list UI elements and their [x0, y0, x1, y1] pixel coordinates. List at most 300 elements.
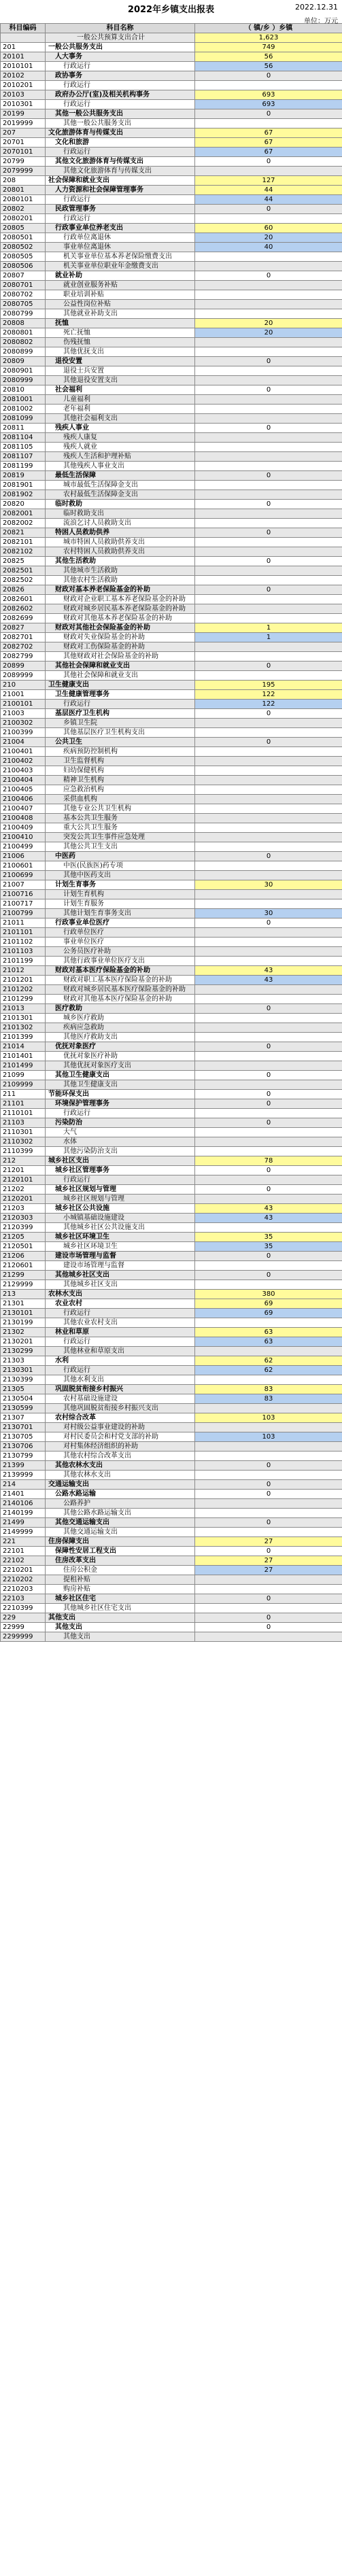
row-value[interactable]	[195, 490, 342, 500]
row-value[interactable]	[195, 366, 342, 376]
row-name: 行政单位医疗	[46, 928, 195, 938]
row-value[interactable]: 0	[195, 585, 342, 595]
row-value[interactable]: 69	[195, 1299, 342, 1309]
table-row	[1, 1175, 342, 1185]
row-value[interactable]: 0	[195, 1613, 342, 1623]
table-row	[1, 662, 342, 671]
row-value[interactable]: 83	[195, 1394, 342, 1404]
row-code: 2100402	[1, 757, 46, 766]
row-name: 社会保障和就业支出	[46, 176, 195, 186]
row-value[interactable]	[195, 1423, 342, 1432]
row-code: 214	[1, 1480, 46, 1490]
row-value[interactable]	[195, 1195, 342, 1204]
row-code: 211	[1, 1090, 46, 1099]
row-code: 2100410	[1, 833, 46, 842]
row-value[interactable]	[195, 804, 342, 814]
row-value[interactable]	[195, 405, 342, 414]
table-row	[1, 205, 342, 214]
row-value[interactable]: 122	[195, 690, 342, 700]
table-row	[1, 899, 342, 909]
row-value[interactable]: 62	[195, 1366, 342, 1375]
row-name: 民政管理事务	[46, 205, 195, 214]
row-value[interactable]	[195, 871, 342, 880]
row-code: 2100499	[1, 842, 46, 852]
row-code: 2080702	[1, 290, 46, 300]
row-code: 2081002	[1, 405, 46, 414]
row-value[interactable]	[195, 652, 342, 662]
row-value[interactable]	[195, 519, 342, 528]
row-code: 20801	[1, 186, 46, 195]
row-code: 212	[1, 1156, 46, 1166]
row-value[interactable]: 63	[195, 1337, 342, 1347]
row-value[interactable]: 30	[195, 880, 342, 890]
row-name: 城乡社区管理事务	[46, 1166, 195, 1175]
table-row	[1, 1594, 342, 1604]
row-value[interactable]: 69	[195, 1309, 342, 1318]
row-value[interactable]	[195, 861, 342, 871]
row-value[interactable]	[195, 1509, 342, 1518]
row-value[interactable]	[195, 785, 342, 795]
row-name: 其他农林水支出	[46, 1471, 195, 1480]
row-name: 文化和旅游	[46, 138, 195, 148]
row-value[interactable]	[195, 119, 342, 128]
row-value[interactable]: 103	[195, 1413, 342, 1423]
row-value[interactable]: 0	[195, 157, 342, 167]
row-value[interactable]: 43	[195, 966, 342, 976]
row-value[interactable]	[195, 452, 342, 462]
row-value[interactable]: 0	[195, 500, 342, 509]
table-row	[1, 776, 342, 785]
row-name: 特困人员救助供养	[46, 528, 195, 538]
row-value[interactable]: 78	[195, 1156, 342, 1166]
row-code: 2100799	[1, 909, 46, 918]
table-row	[1, 109, 342, 119]
row-value[interactable]	[195, 719, 342, 728]
row-value[interactable]	[195, 1128, 342, 1137]
table-row	[1, 1537, 342, 1547]
row-value[interactable]: 0	[195, 709, 342, 719]
row-value[interactable]	[195, 1404, 342, 1413]
table-row	[1, 33, 342, 43]
row-value[interactable]	[195, 538, 342, 547]
row-value[interactable]	[195, 604, 342, 614]
row-code: 2100409	[1, 823, 46, 833]
row-value[interactable]: 63	[195, 1328, 342, 1337]
row-value[interactable]: 0	[195, 471, 342, 481]
row-value[interactable]: 0	[195, 1490, 342, 1499]
row-code: 21302	[1, 1328, 46, 1337]
row-name: 城乡社区公共设施	[46, 1204, 195, 1214]
row-value[interactable]: 27	[195, 1566, 342, 1575]
row-value[interactable]: 0	[195, 1623, 342, 1632]
table-row	[1, 443, 342, 452]
row-value[interactable]: 56	[195, 62, 342, 71]
row-code: 2130299	[1, 1347, 46, 1356]
table-row	[1, 271, 342, 281]
table-row	[1, 938, 342, 947]
row-name: 其他就业补助支出	[46, 309, 195, 319]
row-value[interactable]: 43	[195, 1214, 342, 1223]
table-row	[1, 1423, 342, 1432]
row-name: 政协事务	[46, 71, 195, 81]
table-row	[1, 100, 342, 109]
row-value[interactable]	[195, 1442, 342, 1452]
row-value[interactable]	[195, 281, 342, 290]
row-name: 就业创业服务补贴	[46, 281, 195, 290]
row-name: 财政对其他基本养老保险基金的补助	[46, 614, 195, 623]
row-name: 行政运行	[46, 1309, 195, 1318]
row-name: 基本公共卫生服务	[46, 814, 195, 823]
row-value[interactable]: 30	[195, 909, 342, 918]
row-value[interactable]	[195, 309, 342, 319]
row-value[interactable]	[195, 814, 342, 823]
row-name: 职业培训补贴	[46, 290, 195, 300]
row-code: 21301	[1, 1299, 46, 1309]
row-value[interactable]	[195, 1471, 342, 1480]
row-value[interactable]: 195	[195, 681, 342, 690]
row-value[interactable]: 0	[195, 557, 342, 566]
row-name: 其他水利支出	[46, 1375, 195, 1385]
row-name: 交通运输支出	[46, 1480, 195, 1490]
row-value[interactable]: 56	[195, 52, 342, 62]
row-value[interactable]	[195, 795, 342, 804]
row-value[interactable]	[195, 766, 342, 776]
row-value[interactable]	[195, 338, 342, 347]
row-name: 公共卫生	[46, 738, 195, 747]
row-value[interactable]	[195, 462, 342, 471]
row-value[interactable]	[195, 509, 342, 519]
row-code: 21399	[1, 1461, 46, 1471]
table-row	[1, 1490, 342, 1499]
row-value[interactable]: 1,623	[195, 33, 342, 43]
row-code: 2089999	[1, 671, 46, 681]
table-row	[1, 804, 342, 814]
row-value[interactable]	[195, 1499, 342, 1509]
row-value[interactable]: 40	[195, 243, 342, 252]
row-value[interactable]: 693	[195, 90, 342, 100]
row-value[interactable]: 103	[195, 1432, 342, 1442]
row-value[interactable]	[195, 300, 342, 309]
row-code: 2100699	[1, 871, 46, 880]
row-value[interactable]: 0	[195, 357, 342, 366]
row-value[interactable]: 0	[195, 1252, 342, 1261]
row-code: 229	[1, 1613, 46, 1623]
row-name: 公路养护	[46, 1499, 195, 1509]
row-name: 重大公共卫生服务	[46, 823, 195, 833]
row-value[interactable]: 62	[195, 1356, 342, 1366]
table-row	[1, 1575, 342, 1585]
row-value[interactable]	[195, 1261, 342, 1271]
row-value[interactable]	[195, 1080, 342, 1090]
row-value[interactable]	[195, 1452, 342, 1461]
row-code: 21202	[1, 1185, 46, 1195]
row-value[interactable]	[195, 1175, 342, 1185]
row-name: 水利	[46, 1356, 195, 1366]
row-value[interactable]	[195, 890, 342, 899]
row-value[interactable]: 0	[195, 528, 342, 538]
row-value[interactable]: 83	[195, 1385, 342, 1394]
row-code: 2081105	[1, 443, 46, 452]
row-value[interactable]: 0	[195, 271, 342, 281]
row-value[interactable]	[195, 1223, 342, 1233]
row-code: 2130706	[1, 1442, 46, 1452]
row-name: 行政运行	[46, 1337, 195, 1347]
row-value[interactable]: 0	[195, 71, 342, 81]
row-value[interactable]: 67	[195, 138, 342, 148]
row-name: 残疾人就业	[46, 443, 195, 452]
row-value[interactable]	[195, 566, 342, 576]
row-name: 伤残抚恤	[46, 338, 195, 347]
table-row	[1, 1471, 342, 1480]
table-row	[1, 119, 342, 128]
row-value[interactable]	[195, 957, 342, 966]
row-value[interactable]: 0	[195, 1594, 342, 1604]
row-value[interactable]	[195, 833, 342, 842]
row-value[interactable]	[195, 290, 342, 300]
row-value[interactable]	[195, 1023, 342, 1033]
row-value[interactable]: 0	[195, 1118, 342, 1128]
row-value[interactable]	[195, 214, 342, 224]
table-row	[1, 719, 342, 728]
table-row	[1, 890, 342, 899]
row-value[interactable]	[195, 595, 342, 604]
row-value[interactable]	[195, 1375, 342, 1385]
table-row	[1, 871, 342, 880]
row-value[interactable]	[195, 1033, 342, 1042]
row-value[interactable]	[195, 671, 342, 681]
row-code: 2101299	[1, 995, 46, 1004]
row-value[interactable]: 127	[195, 176, 342, 186]
row-name: 采供血机构	[46, 795, 195, 804]
row-value[interactable]	[195, 443, 342, 452]
row-code: 21303	[1, 1356, 46, 1366]
row-code: 2082501	[1, 566, 46, 576]
row-name: 财政对其他基本医疗保险基金的补助	[46, 995, 195, 1004]
row-value[interactable]: 20	[195, 328, 342, 338]
row-value[interactable]: 0	[195, 109, 342, 119]
row-code: 2079999	[1, 167, 46, 176]
row-value[interactable]	[195, 1318, 342, 1328]
row-value[interactable]	[195, 947, 342, 957]
row-code: 2120399	[1, 1223, 46, 1233]
row-value[interactable]	[195, 1528, 342, 1537]
row-value[interactable]	[195, 938, 342, 947]
row-value[interactable]: 43	[195, 976, 342, 985]
row-name: 财政对企业职工基本养老保险基金的补助	[46, 595, 195, 604]
row-value[interactable]	[195, 1109, 342, 1118]
table-row	[1, 43, 342, 52]
row-code: 21014	[1, 1042, 46, 1052]
row-name: 其他社会保障和就业支出	[46, 662, 195, 671]
row-name: 公路水路运输	[46, 1490, 195, 1499]
table-row	[1, 976, 342, 985]
row-name: 其他城乡社区支出	[46, 1280, 195, 1290]
row-value[interactable]	[195, 776, 342, 785]
row-name: 其他退役安置支出	[46, 376, 195, 385]
row-name: 行政运行	[46, 1366, 195, 1375]
row-value[interactable]	[195, 262, 342, 271]
row-value[interactable]: 67	[195, 128, 342, 138]
row-value[interactable]	[195, 928, 342, 938]
table-body	[1, 33, 342, 1642]
row-value[interactable]: 60	[195, 224, 342, 233]
table-row	[1, 148, 342, 157]
row-value[interactable]: 0	[195, 1090, 342, 1099]
row-value[interactable]	[195, 995, 342, 1004]
table-row	[1, 1566, 342, 1575]
row-value[interactable]	[195, 747, 342, 757]
row-value[interactable]: 1	[195, 623, 342, 633]
row-value[interactable]	[195, 1632, 342, 1642]
row-value[interactable]: 35	[195, 1242, 342, 1252]
row-code: 2080899	[1, 347, 46, 357]
row-value[interactable]: 27	[195, 1556, 342, 1566]
row-code: 21011	[1, 918, 46, 928]
row-value[interactable]: 0	[195, 1099, 342, 1109]
row-value[interactable]	[195, 642, 342, 652]
row-value[interactable]: 67	[195, 148, 342, 157]
row-value[interactable]: 0	[195, 1518, 342, 1528]
row-value[interactable]	[195, 347, 342, 357]
row-code: 2210202	[1, 1575, 46, 1585]
table-row	[1, 1432, 342, 1442]
row-value[interactable]: 0	[195, 918, 342, 928]
row-name: 中医(民族医)药专项	[46, 861, 195, 871]
table-row	[1, 195, 342, 205]
row-value[interactable]	[195, 1604, 342, 1613]
table-row	[1, 290, 342, 300]
table-row	[1, 81, 342, 90]
table-row	[1, 1033, 342, 1042]
row-value[interactable]: 0	[195, 205, 342, 214]
table-row	[1, 1461, 342, 1471]
table-row	[1, 1242, 342, 1252]
row-value[interactable]	[195, 728, 342, 738]
row-value[interactable]	[195, 81, 342, 90]
row-value[interactable]	[195, 1280, 342, 1290]
row-value[interactable]	[195, 414, 342, 424]
row-value[interactable]: 749	[195, 43, 342, 52]
row-value[interactable]: 380	[195, 1290, 342, 1299]
row-value[interactable]: 20	[195, 233, 342, 243]
row-value[interactable]	[195, 985, 342, 995]
row-value[interactable]: 0	[195, 1071, 342, 1080]
row-value[interactable]: 1	[195, 633, 342, 642]
row-value[interactable]: 0	[195, 662, 342, 671]
table-row	[1, 1223, 342, 1233]
table-row	[1, 452, 342, 462]
row-value[interactable]	[195, 433, 342, 443]
row-value[interactable]	[195, 576, 342, 585]
row-value[interactable]	[195, 1585, 342, 1594]
row-name: 卫生监督机构	[46, 757, 195, 766]
row-value[interactable]	[195, 823, 342, 833]
row-value[interactable]	[195, 1061, 342, 1071]
row-value[interactable]	[195, 1347, 342, 1356]
row-code: 2299999	[1, 1632, 46, 1642]
row-name: 疾病应急救助	[46, 1023, 195, 1033]
row-value[interactable]: 0	[195, 1166, 342, 1175]
row-name: 其他专业公共卫生机构	[46, 804, 195, 814]
row-code: 21103	[1, 1118, 46, 1128]
row-name: 提租补贴	[46, 1575, 195, 1585]
row-value[interactable]	[195, 481, 342, 490]
row-code: 20827	[1, 623, 46, 633]
row-code: 201	[1, 43, 46, 52]
table-row	[1, 1166, 342, 1175]
row-name: 人大事务	[46, 52, 195, 62]
row-name: 林业和草原	[46, 1328, 195, 1337]
row-value[interactable]: 27	[195, 1537, 342, 1547]
row-code: 2130799	[1, 1452, 46, 1461]
row-value[interactable]: 43	[195, 1204, 342, 1214]
table-row	[1, 1204, 342, 1214]
row-value[interactable]: 0	[195, 1271, 342, 1280]
row-value[interactable]	[195, 842, 342, 852]
row-value[interactable]: 0	[195, 738, 342, 747]
row-code: 2130199	[1, 1318, 46, 1328]
row-value[interactable]	[195, 757, 342, 766]
row-name: 其他卫生健康支出	[46, 1071, 195, 1080]
row-value[interactable]: 122	[195, 700, 342, 709]
row-value[interactable]: 35	[195, 1233, 342, 1242]
row-code: 2120601	[1, 1261, 46, 1271]
table-row	[1, 157, 342, 167]
table-row	[1, 1632, 342, 1642]
row-name: 财政对其他社会保险基金的补助	[46, 623, 195, 633]
row-value[interactable]: 693	[195, 100, 342, 109]
row-value[interactable]: 0	[195, 1004, 342, 1014]
row-name: 其他卫生健康支出	[46, 1080, 195, 1090]
row-value[interactable]	[195, 899, 342, 909]
table-row	[1, 1099, 342, 1109]
row-value[interactable]: 0	[195, 1480, 342, 1490]
row-value[interactable]	[195, 1137, 342, 1147]
row-value[interactable]: 0	[195, 424, 342, 433]
row-name: 疾病预防控制机构	[46, 747, 195, 757]
row-name: 大气	[46, 1128, 195, 1137]
row-value[interactable]	[195, 1575, 342, 1585]
row-code: 21101	[1, 1099, 46, 1109]
row-value[interactable]	[195, 167, 342, 176]
table-row	[1, 604, 342, 614]
row-value[interactable]	[195, 1147, 342, 1156]
row-value[interactable]	[195, 1052, 342, 1061]
row-code: 2082102	[1, 547, 46, 557]
row-value[interactable]: 0	[195, 1185, 342, 1195]
row-value[interactable]	[195, 614, 342, 623]
row-value[interactable]: 0	[195, 385, 342, 395]
table-row	[1, 490, 342, 500]
table-row	[1, 1090, 342, 1099]
row-code: 2101102	[1, 938, 46, 947]
row-value[interactable]	[195, 1014, 342, 1023]
row-code: 21004	[1, 738, 46, 747]
row-value[interactable]: 0	[195, 1547, 342, 1556]
row-value[interactable]: 44	[195, 195, 342, 205]
row-value[interactable]	[195, 252, 342, 262]
row-value[interactable]: 44	[195, 186, 342, 195]
row-value[interactable]: 0	[195, 1042, 342, 1052]
row-value[interactable]: 0	[195, 852, 342, 861]
row-value[interactable]: 0	[195, 1461, 342, 1471]
row-value[interactable]: 20	[195, 319, 342, 328]
row-value[interactable]	[195, 395, 342, 405]
row-name: 住房改革支出	[46, 1556, 195, 1566]
row-value[interactable]	[195, 547, 342, 557]
row-name: 城乡社区环境卫生	[46, 1242, 195, 1252]
row-value[interactable]	[195, 376, 342, 385]
